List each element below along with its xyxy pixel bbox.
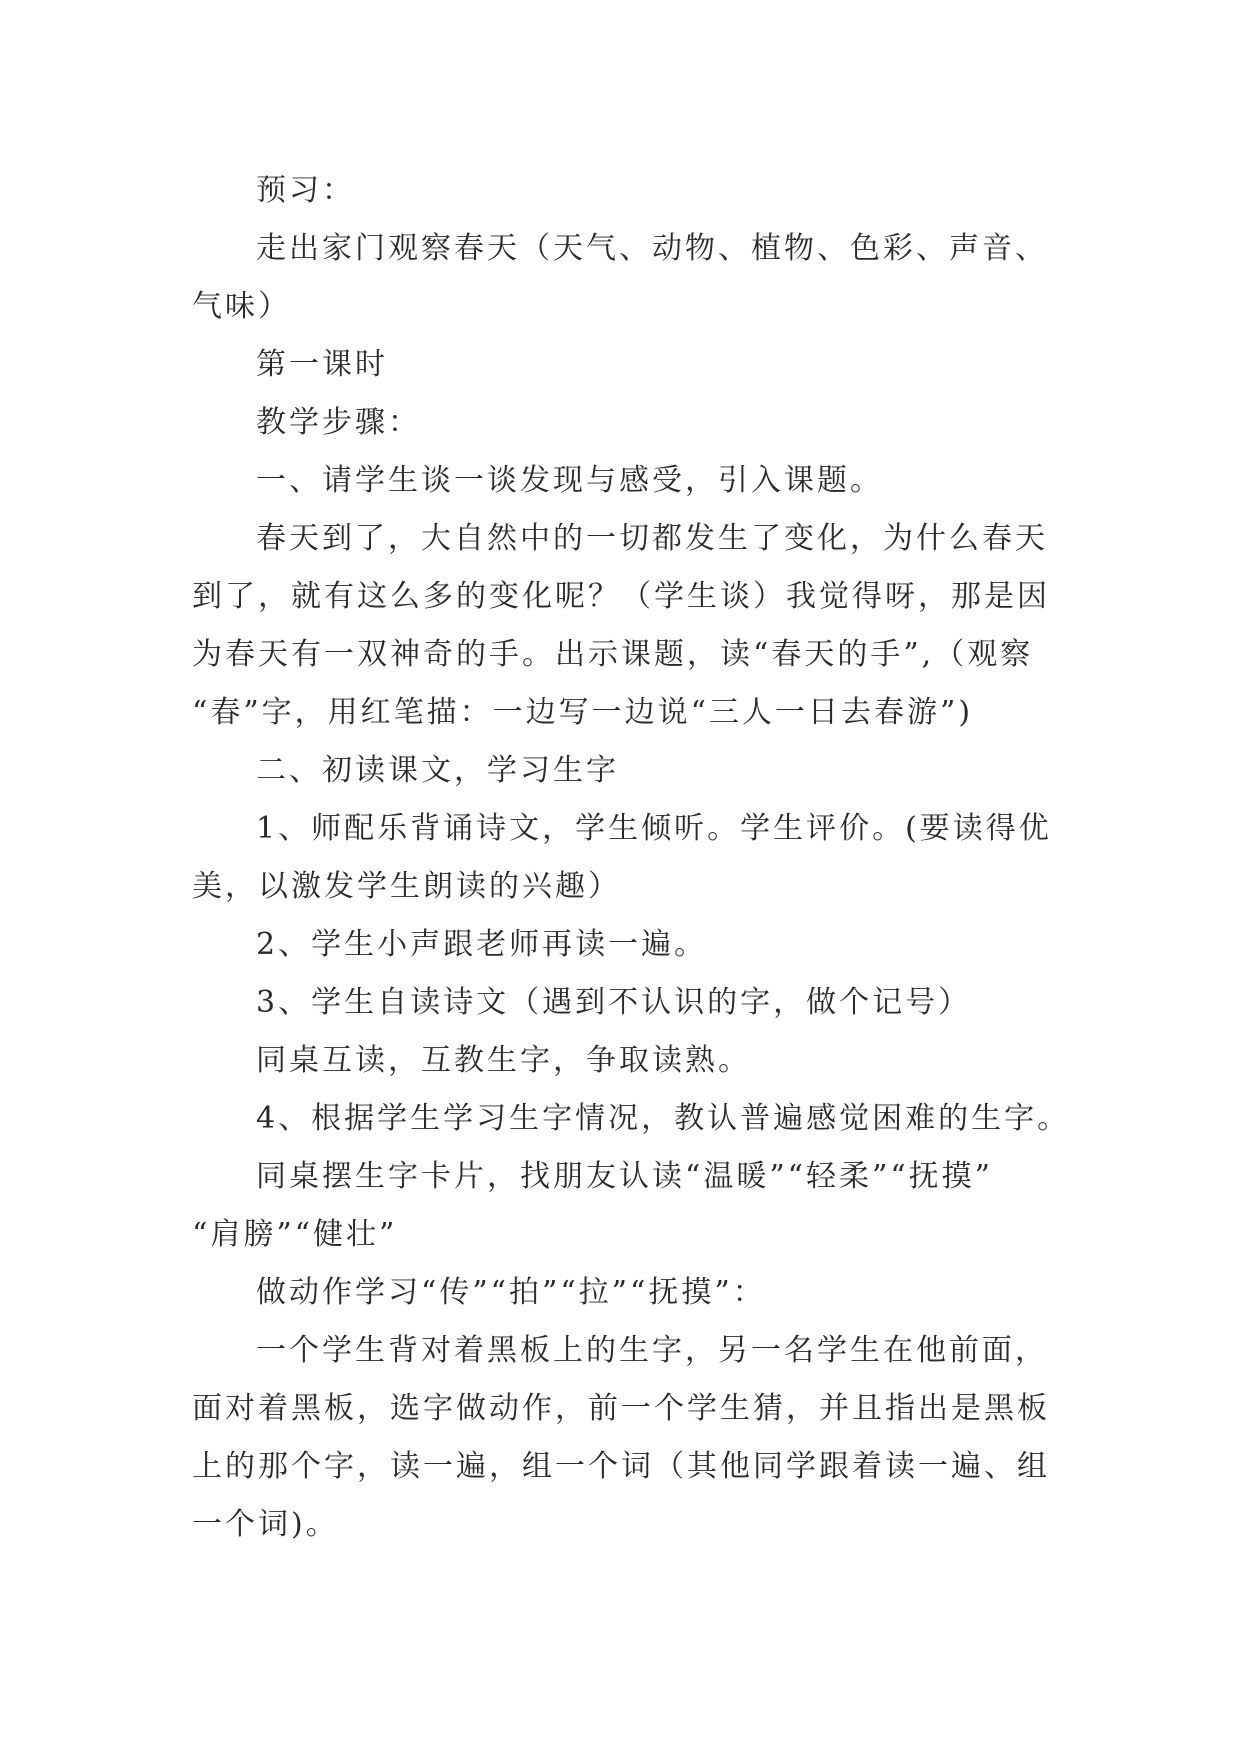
paragraph <box>192 1090 1072 1148</box>
paragraph <box>192 974 1072 1032</box>
paragraph-line: 走出家门观察春天（天气、动物、植物、色彩、声音、 <box>256 231 1048 266</box>
paragraph-line: 春天到了，大自然中的一切都发生了变化，为什么春天 <box>256 521 1048 556</box>
paragraph-line: 为春天有一双神奇的手。出示课题，读“春天的手”,（观察 <box>192 637 1034 672</box>
paragraph-line: 气味） <box>192 289 291 324</box>
paragraph-line: 一个学生背对着黑板上的生字，另一名学生在他前面， <box>256 1333 1048 1368</box>
paragraph-line: 到了，就有这么多的变化呢？（学生谈）我觉得呀，那是因 <box>192 579 1050 614</box>
paragraph <box>192 452 1072 510</box>
paragraph <box>192 742 1072 800</box>
paragraph <box>192 162 1072 220</box>
paragraph-line: 同桌互读，互教生字，争取读熟。 <box>256 1043 751 1078</box>
paragraph-line: 二、初读课文，学习生字 <box>256 753 619 788</box>
paragraph-line: 上的那个字，读一遍，组一个词（其他同学跟着读一遍、组 <box>192 1449 1050 1484</box>
paragraph-line: 4、根据学生学习生字情况，教认普遍感觉困难的生字。 <box>256 1101 1071 1136</box>
paragraph <box>192 336 1072 394</box>
paragraph-line: 同桌摆生字卡片，找朋友认读“温暖”“轻柔”“抚摸” <box>256 1159 994 1194</box>
document-body <box>192 162 1072 1554</box>
paragraph-line: “肩膀”“健壮” <box>192 1217 398 1252</box>
paragraph-line: 3、学生自读诗文（遇到不认识的字，做个记号） <box>256 985 972 1020</box>
paragraph <box>192 1264 1072 1322</box>
paragraph <box>192 800 1072 916</box>
paragraph <box>192 220 1072 336</box>
paragraph-line: 第一课时 <box>256 347 388 382</box>
paragraph <box>192 510 1072 742</box>
paragraph-line: 美，以激发学生朗读的兴趣） <box>192 869 621 904</box>
paragraph <box>192 916 1072 974</box>
paragraph-line: 2、学生小声跟老师再读一遍。 <box>256 927 708 962</box>
paragraph <box>192 1322 1072 1554</box>
paragraph-line: 预习： <box>256 173 355 208</box>
paragraph-line: 1、师配乐背诵诗文，学生倾听。学生评价。(要读得优 <box>256 811 1052 846</box>
paragraph-line: 一、请学生谈一谈发现与感受，引入课题。 <box>256 463 883 498</box>
paragraph <box>192 1148 1072 1264</box>
paragraph-line: 一个词)。 <box>192 1507 339 1542</box>
paragraph-line: “春”字，用红笔描：一边写一边说“三人一日去春游”) <box>192 695 974 730</box>
paragraph-line: 做动作学习“传”“拍”“拉”“抚摸”： <box>256 1275 766 1310</box>
paragraph-line: 教学步骤： <box>256 405 421 440</box>
paragraph-line: 面对着黑板，选字做动作，前一个学生猜，并且指出是黑板 <box>192 1391 1050 1426</box>
paragraph <box>192 394 1072 452</box>
paragraph <box>192 1032 1072 1090</box>
